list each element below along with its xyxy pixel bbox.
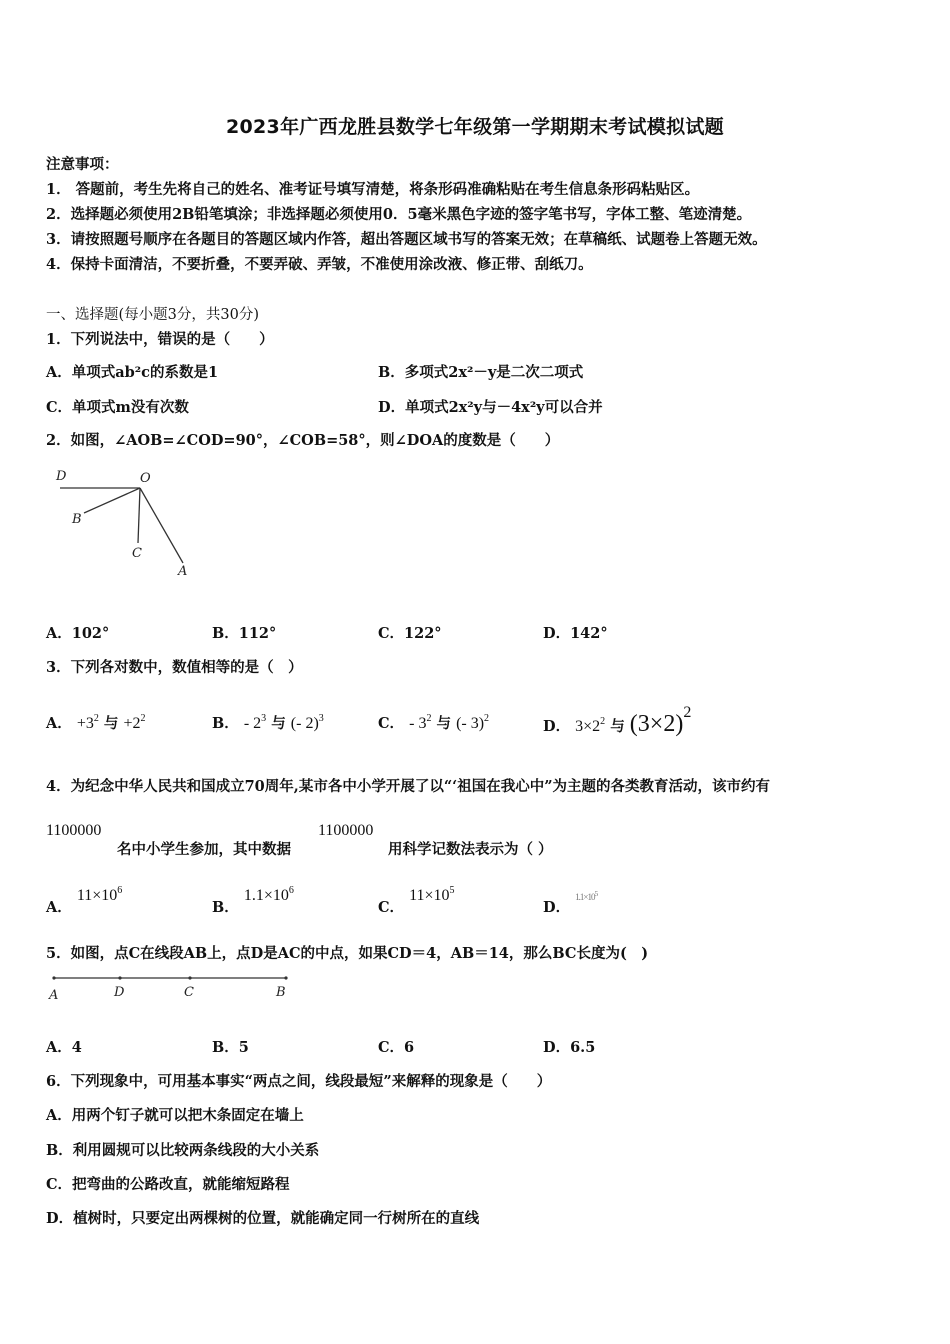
angle-figure: [50, 463, 200, 583]
point-c: [188, 976, 191, 979]
label-c: C: [132, 546, 142, 561]
label-b: B: [72, 512, 82, 527]
option-expression: $1.1\times 10^6$: [243, 885, 294, 904]
option-label: A．: [46, 715, 72, 732]
option-label: B．: [212, 715, 239, 732]
number-1100000-a: 1100000: [46, 822, 102, 839]
question-1-option-a: A．单项式ab²c的系数是1: [46, 364, 219, 381]
option-label: A．: [46, 899, 72, 916]
question-2-option-a: A．102°: [46, 625, 110, 642]
question-1-option-b: B．多项式2x²－y是二次二项式: [378, 364, 584, 381]
option-label: D．: [543, 718, 571, 735]
question-2-option-d: D．142°: [543, 625, 608, 642]
notice-item-1: 1． 答题前，考生先将自己的姓名、准考证号填写清楚，将条形码准确粘贴在考生信息条形码粘贴区。: [46, 181, 700, 198]
question-1-option-c: C．单项式m没有次数: [46, 399, 189, 416]
label-c: C: [184, 985, 194, 1000]
expr-2: (- 2)$^3$: [290, 713, 324, 732]
point-d: [118, 976, 121, 979]
expr-2: $(3\times 2)^2$: [629, 704, 692, 737]
label-o: O: [140, 471, 151, 486]
connector: 与: [610, 718, 625, 735]
option-expression: $11\times 10^5$: [409, 885, 455, 904]
question-4-text-a: 名中小学生参加，其中数据: [117, 841, 291, 858]
connector: 与: [103, 715, 119, 732]
question-5-option-b: B．5: [212, 1039, 249, 1056]
question-3-option-b: [212, 712, 324, 733]
expr-1: - $3^2$: [409, 713, 432, 732]
label-a: A: [178, 564, 188, 579]
question-4-stem: 4．为纪念中华人民共和国成立70周年,某市各中小学开展了以“‘祖国在我心中”为主题的各类教育活动，该市约有: [46, 778, 771, 795]
question-4-option-b: [212, 884, 294, 916]
question-6-option-d: D．植树时，只要定出两棵树的位置，就能确定同一行树所在的直线: [46, 1210, 480, 1227]
question-2-option-b: B．112°: [212, 625, 277, 642]
expr-2: $+2^2$: [123, 713, 146, 732]
question-3-option-a: [46, 712, 146, 733]
page-title: 2023年广西龙胜县数学七年级第一学期期末考试模拟试题: [226, 116, 724, 138]
question-3-option-c: [378, 712, 489, 733]
option-expression: $11\times 10^6$: [76, 885, 123, 904]
option-label: D．: [543, 899, 571, 916]
notice-heading: 注意事项：: [46, 156, 119, 173]
point-a: [52, 976, 55, 979]
question-2-stem: 2．如图，∠AOB=∠COD=90°，∠COB=58°，则∠DOA的度数是（ ）: [46, 432, 560, 449]
option-expression: $1.1\times 10^5$: [575, 889, 598, 902]
expr-2: (- 3)$^2$: [456, 713, 490, 732]
ray-oc: [138, 488, 140, 543]
label-b: B: [276, 985, 286, 1000]
question-6-option-c: C．把弯曲的公路改直，就能缩短路程: [46, 1176, 290, 1193]
question-2-option-c: C．122°: [378, 625, 442, 642]
question-6-stem: 6．下列现象中，可用基本事实“两点之间，线段最短”来解释的现象是（ ）: [46, 1073, 552, 1090]
expr-1: - $2^3$: [243, 713, 267, 732]
question-5-option-d: D．6.5: [543, 1039, 596, 1056]
connector: 与: [436, 715, 451, 732]
question-4-option-c: [378, 884, 455, 916]
question-1-stem: 1．下列说法中，错误的是（ ）: [46, 331, 274, 348]
question-1-option-d: D．单项式2x²y与－4x²y可以合并: [378, 399, 603, 416]
question-5-option-c: C．6: [378, 1039, 415, 1056]
notice-item-3: 3．请按照题号顺序在各题目的答题区域内作答，超出答题区域书写的答案无效；在草稿纸、试题卷上答题无效。: [46, 231, 767, 248]
expr-1: $+3^2$: [76, 713, 99, 732]
question-5-stem: 5．如图，点C在线段AB上，点D是AC的中点，如果CD＝4，AB＝14，那么BC长度为( ): [46, 945, 649, 962]
point-b: [284, 976, 287, 979]
section-heading: 一、选择题(每小题3分，共30分): [46, 307, 259, 323]
label-a: A: [49, 988, 59, 1003]
notice-item-2: 2．选择题必须使用2B铅笔填涂；非选择题必须使用0．5毫米黑色字迹的签字笔书写，字体工整、笔迹清楚。: [46, 206, 752, 223]
ray-oa: [140, 488, 183, 563]
segment-figure: [44, 968, 294, 1008]
question-6-option-b: B．利用圆规可以比较两条线段的大小关系: [46, 1142, 320, 1159]
notice-item-4: 4．保持卡面清洁，不要折叠，不要弄破、弄皱，不准使用涂改液、修正带、刮纸刀。: [46, 256, 593, 273]
ray-ob: [84, 488, 140, 513]
question-4-option-d: [543, 884, 598, 916]
option-label: C．: [378, 715, 405, 732]
question-6-option-a: A．用两个钉子就可以把木条固定在墙上: [46, 1107, 304, 1124]
label-d: D: [114, 985, 125, 1000]
expr-1: $3\times 2^2$: [575, 716, 606, 735]
question-4-option-a: [46, 884, 123, 916]
question-4-text-b: 用科学记数法表示为（ ）: [388, 841, 553, 858]
option-label: B．: [212, 899, 239, 916]
question-3-stem: 3．下列各对数中，数值相等的是（ ）: [46, 659, 303, 676]
option-label: C．: [378, 899, 405, 916]
connector: 与: [271, 715, 286, 732]
number-1100000-b: 1100000: [318, 822, 374, 839]
question-5-option-a: A．4: [46, 1039, 82, 1056]
question-3-option-d: [543, 704, 691, 738]
label-d: D: [56, 469, 67, 484]
